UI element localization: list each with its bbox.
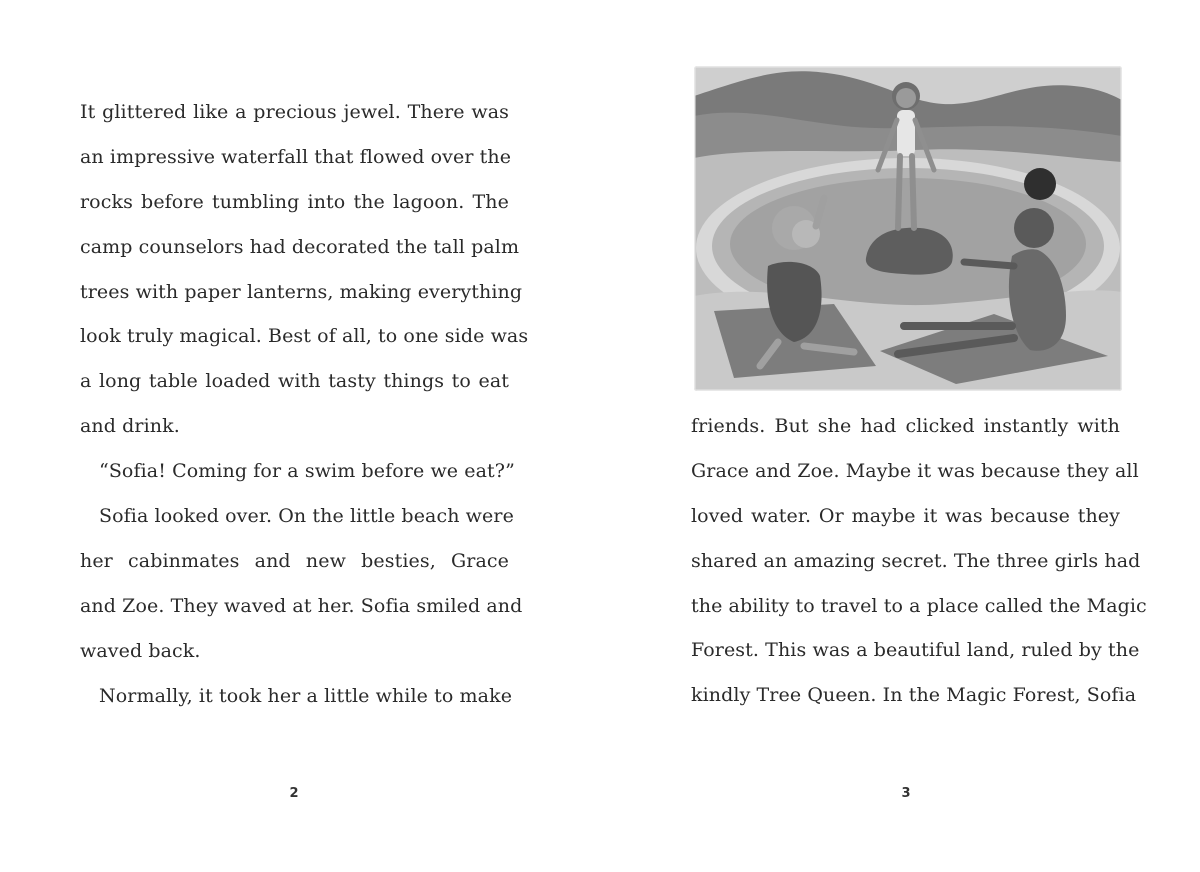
text-line: Grace and Zoe. Maybe it was because they all — [691, 459, 1139, 482]
text-line: and drink. — [80, 415, 180, 438]
text-line: “Sofia! Coming for a swim before we eat?” — [99, 460, 515, 483]
text-line: loved water. Or maybe it was because they — [691, 504, 1120, 527]
text-line: rocks before tumbling into the lagoon. The — [80, 190, 509, 213]
text-line: waved back. — [80, 639, 201, 662]
text-line: kindly Tree Queen. In the Magic Forest, Sofia — [691, 684, 1137, 707]
beach-lagoon-illustration — [694, 66, 1122, 391]
left-page-text — [80, 90, 529, 718]
right-page-text — [691, 404, 1147, 718]
text-line: and Zoe. They waved at her. Sofia smiled and — [80, 594, 523, 617]
text-line: Normally, it took her a little while to make — [99, 684, 513, 707]
page-number: 2 — [289, 786, 299, 801]
text-line: It glittered like a precious jewel. There was — [80, 101, 509, 123]
page-number: 3 — [901, 786, 911, 801]
text-line: trees with paper lanterns, making everything — [80, 280, 523, 303]
text-line: Forest. This was a beautiful land, ruled by the — [691, 639, 1140, 662]
text-line: Sofia looked over. On the little beach were — [99, 505, 514, 528]
right-page — [600, 0, 1200, 872]
text-line: camp counselors had decorated the tall palm — [80, 235, 520, 258]
text-line: shared an amazing secret. The three girls had — [691, 549, 1141, 572]
text-line: friends. But she had clicked instantly with — [691, 415, 1120, 437]
text-line: the ability to travel to a place called the Magic — [691, 594, 1147, 617]
text-line: her cabinmates and new besties, Grace — [80, 549, 509, 572]
text-line: an impressive waterfall that flowed over the — [80, 145, 512, 168]
text-line: look truly magical. Best of all, to one side was — [80, 325, 529, 348]
text-line: a long table loaded with tasty things to eat — [80, 370, 509, 393]
